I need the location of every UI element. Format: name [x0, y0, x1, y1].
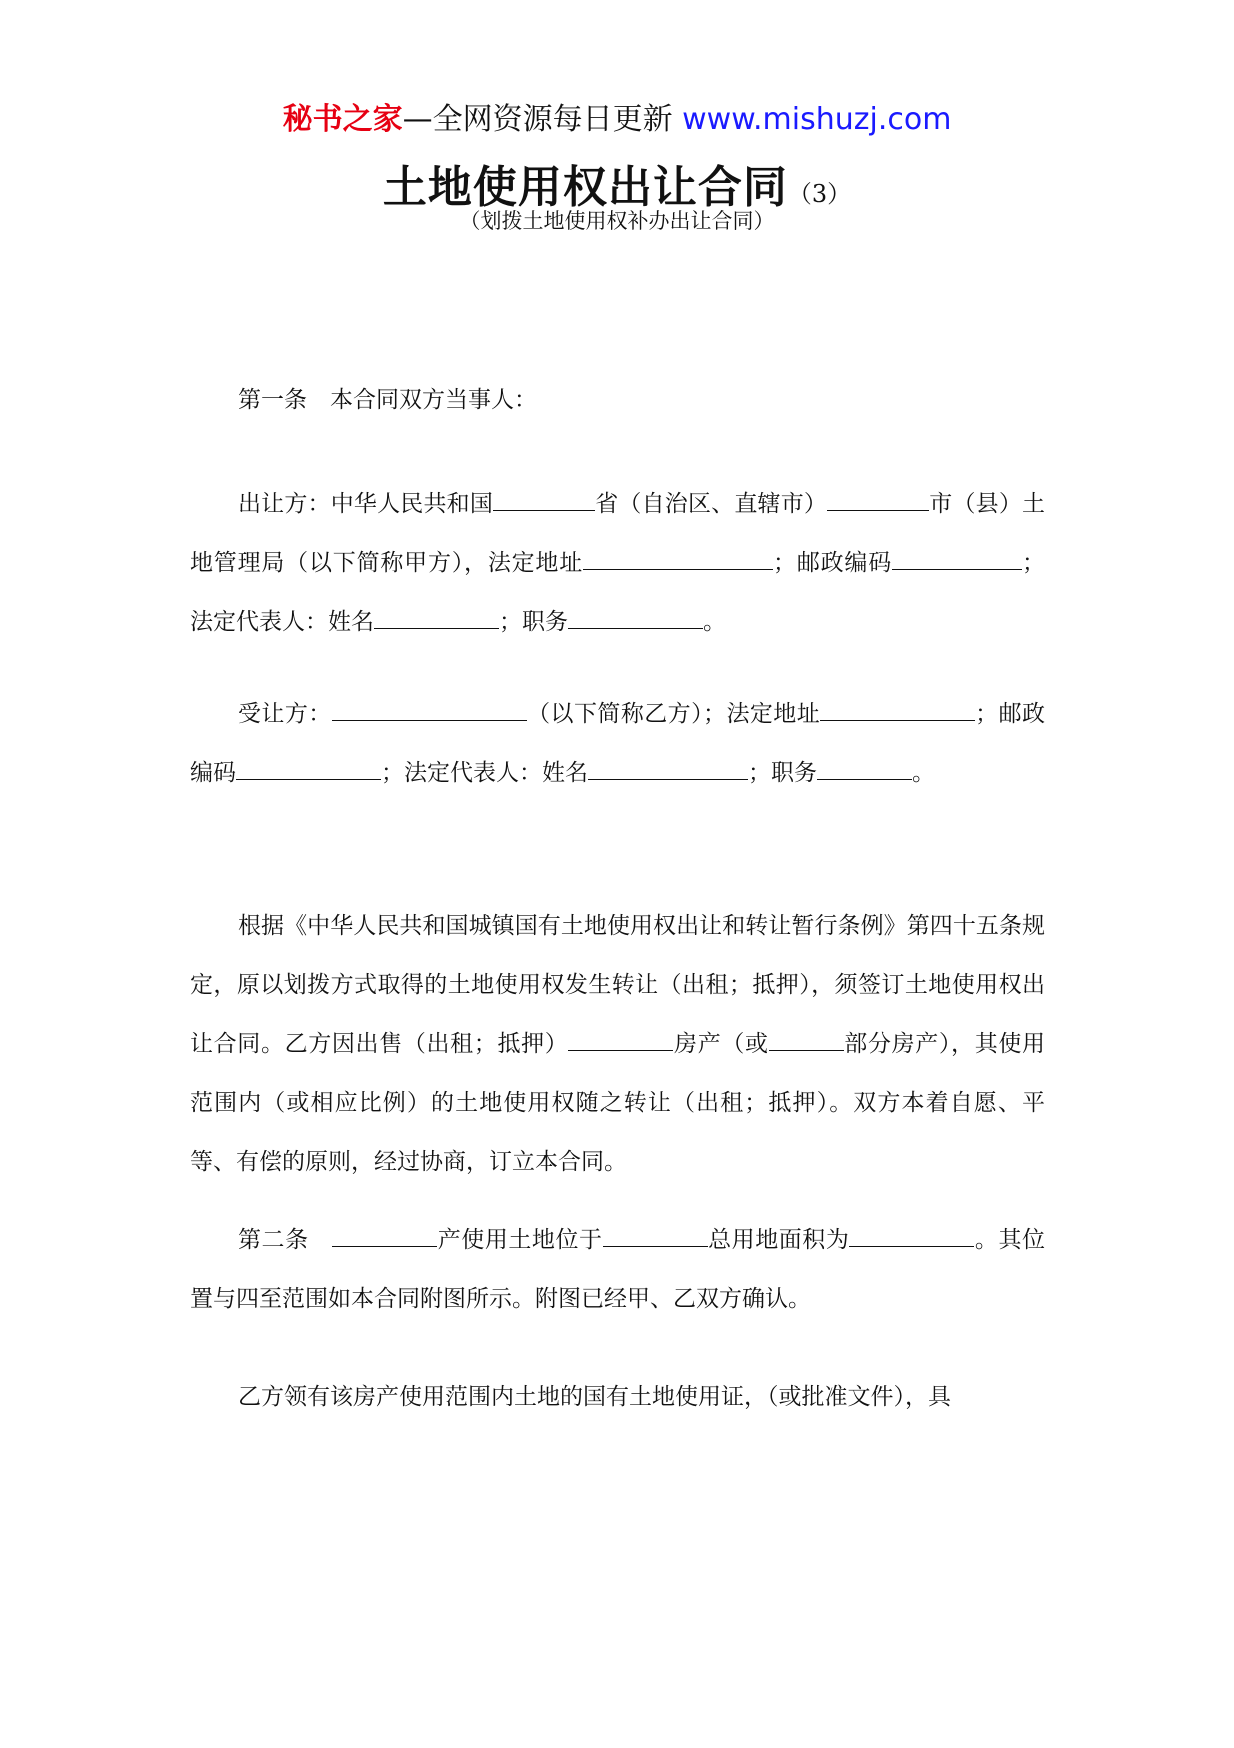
paragraph-grantee: 受让方： （以下简称乙方）；法定地址 ；邮政编码 ；法定代表人：姓名 ；职务 。 [190, 685, 1045, 803]
paragraph-land-certificate: 乙方领有该房产使用范围内土地的国有土地使用证，（或批准文件），具 [238, 1384, 951, 1410]
blank-field [588, 757, 748, 780]
blank-field [493, 488, 595, 511]
blank-field [820, 698, 975, 721]
blank-field [817, 757, 912, 780]
blank-field [236, 757, 381, 780]
blank-field [849, 1224, 974, 1247]
blank-field [374, 606, 499, 629]
blank-field [568, 606, 703, 629]
brand-name: 秘书之家 [282, 102, 403, 137]
blank-field [583, 547, 773, 570]
title-number: （3） [787, 180, 852, 208]
blank-field [827, 488, 929, 511]
paragraph-legal-basis: 根据《中华人民共和国城镇国有土地使用权出让和转让暂行条例》第四十五条规定，原以划拨方式取得的土地使用权发生转让（出租；抵押），须签订土地使用权出让合同。乙方因出售（出租；抵押） 房产（或 部分房产），其使用范围内（或相应比例）的土地使用权随之转让（出租；抵押）。双方本着自愿、平等、有偿的原则，经过协商，订立本合同。 [190, 913, 1046, 1175]
blank-field [568, 1028, 673, 1051]
article-1-heading: 第一条 本合同双方当事人： [238, 387, 537, 413]
blank-field [332, 698, 527, 721]
document-subtitle: （划拨土地使用权补办出让合同） [459, 209, 775, 233]
banner-tagline: —全网资源每日更新 [402, 102, 673, 137]
blank-field [603, 1224, 708, 1247]
site-banner [0, 100, 1234, 140]
article-2-paragraph: 第二条 产使用土地位于 总用地面积为 。其位置与四至范围如本合同附图所示。附图已经甲、乙双方确认。 [190, 1211, 1045, 1329]
site-url-link[interactable]: www.mishuzj.com [682, 102, 952, 137]
blank-field [769, 1028, 844, 1051]
paragraph-grantor: 出让方：中华人民共和国 省（自治区、直辖市） 市（县）土地管理局（以下简称甲方），法定地址 ；邮政编码 ；法定代表人：姓名 ；职务 。 [190, 475, 1045, 652]
blank-field [892, 547, 1022, 570]
title-main: 土地使用权出让合同 [382, 162, 788, 213]
blank-field [332, 1224, 437, 1247]
